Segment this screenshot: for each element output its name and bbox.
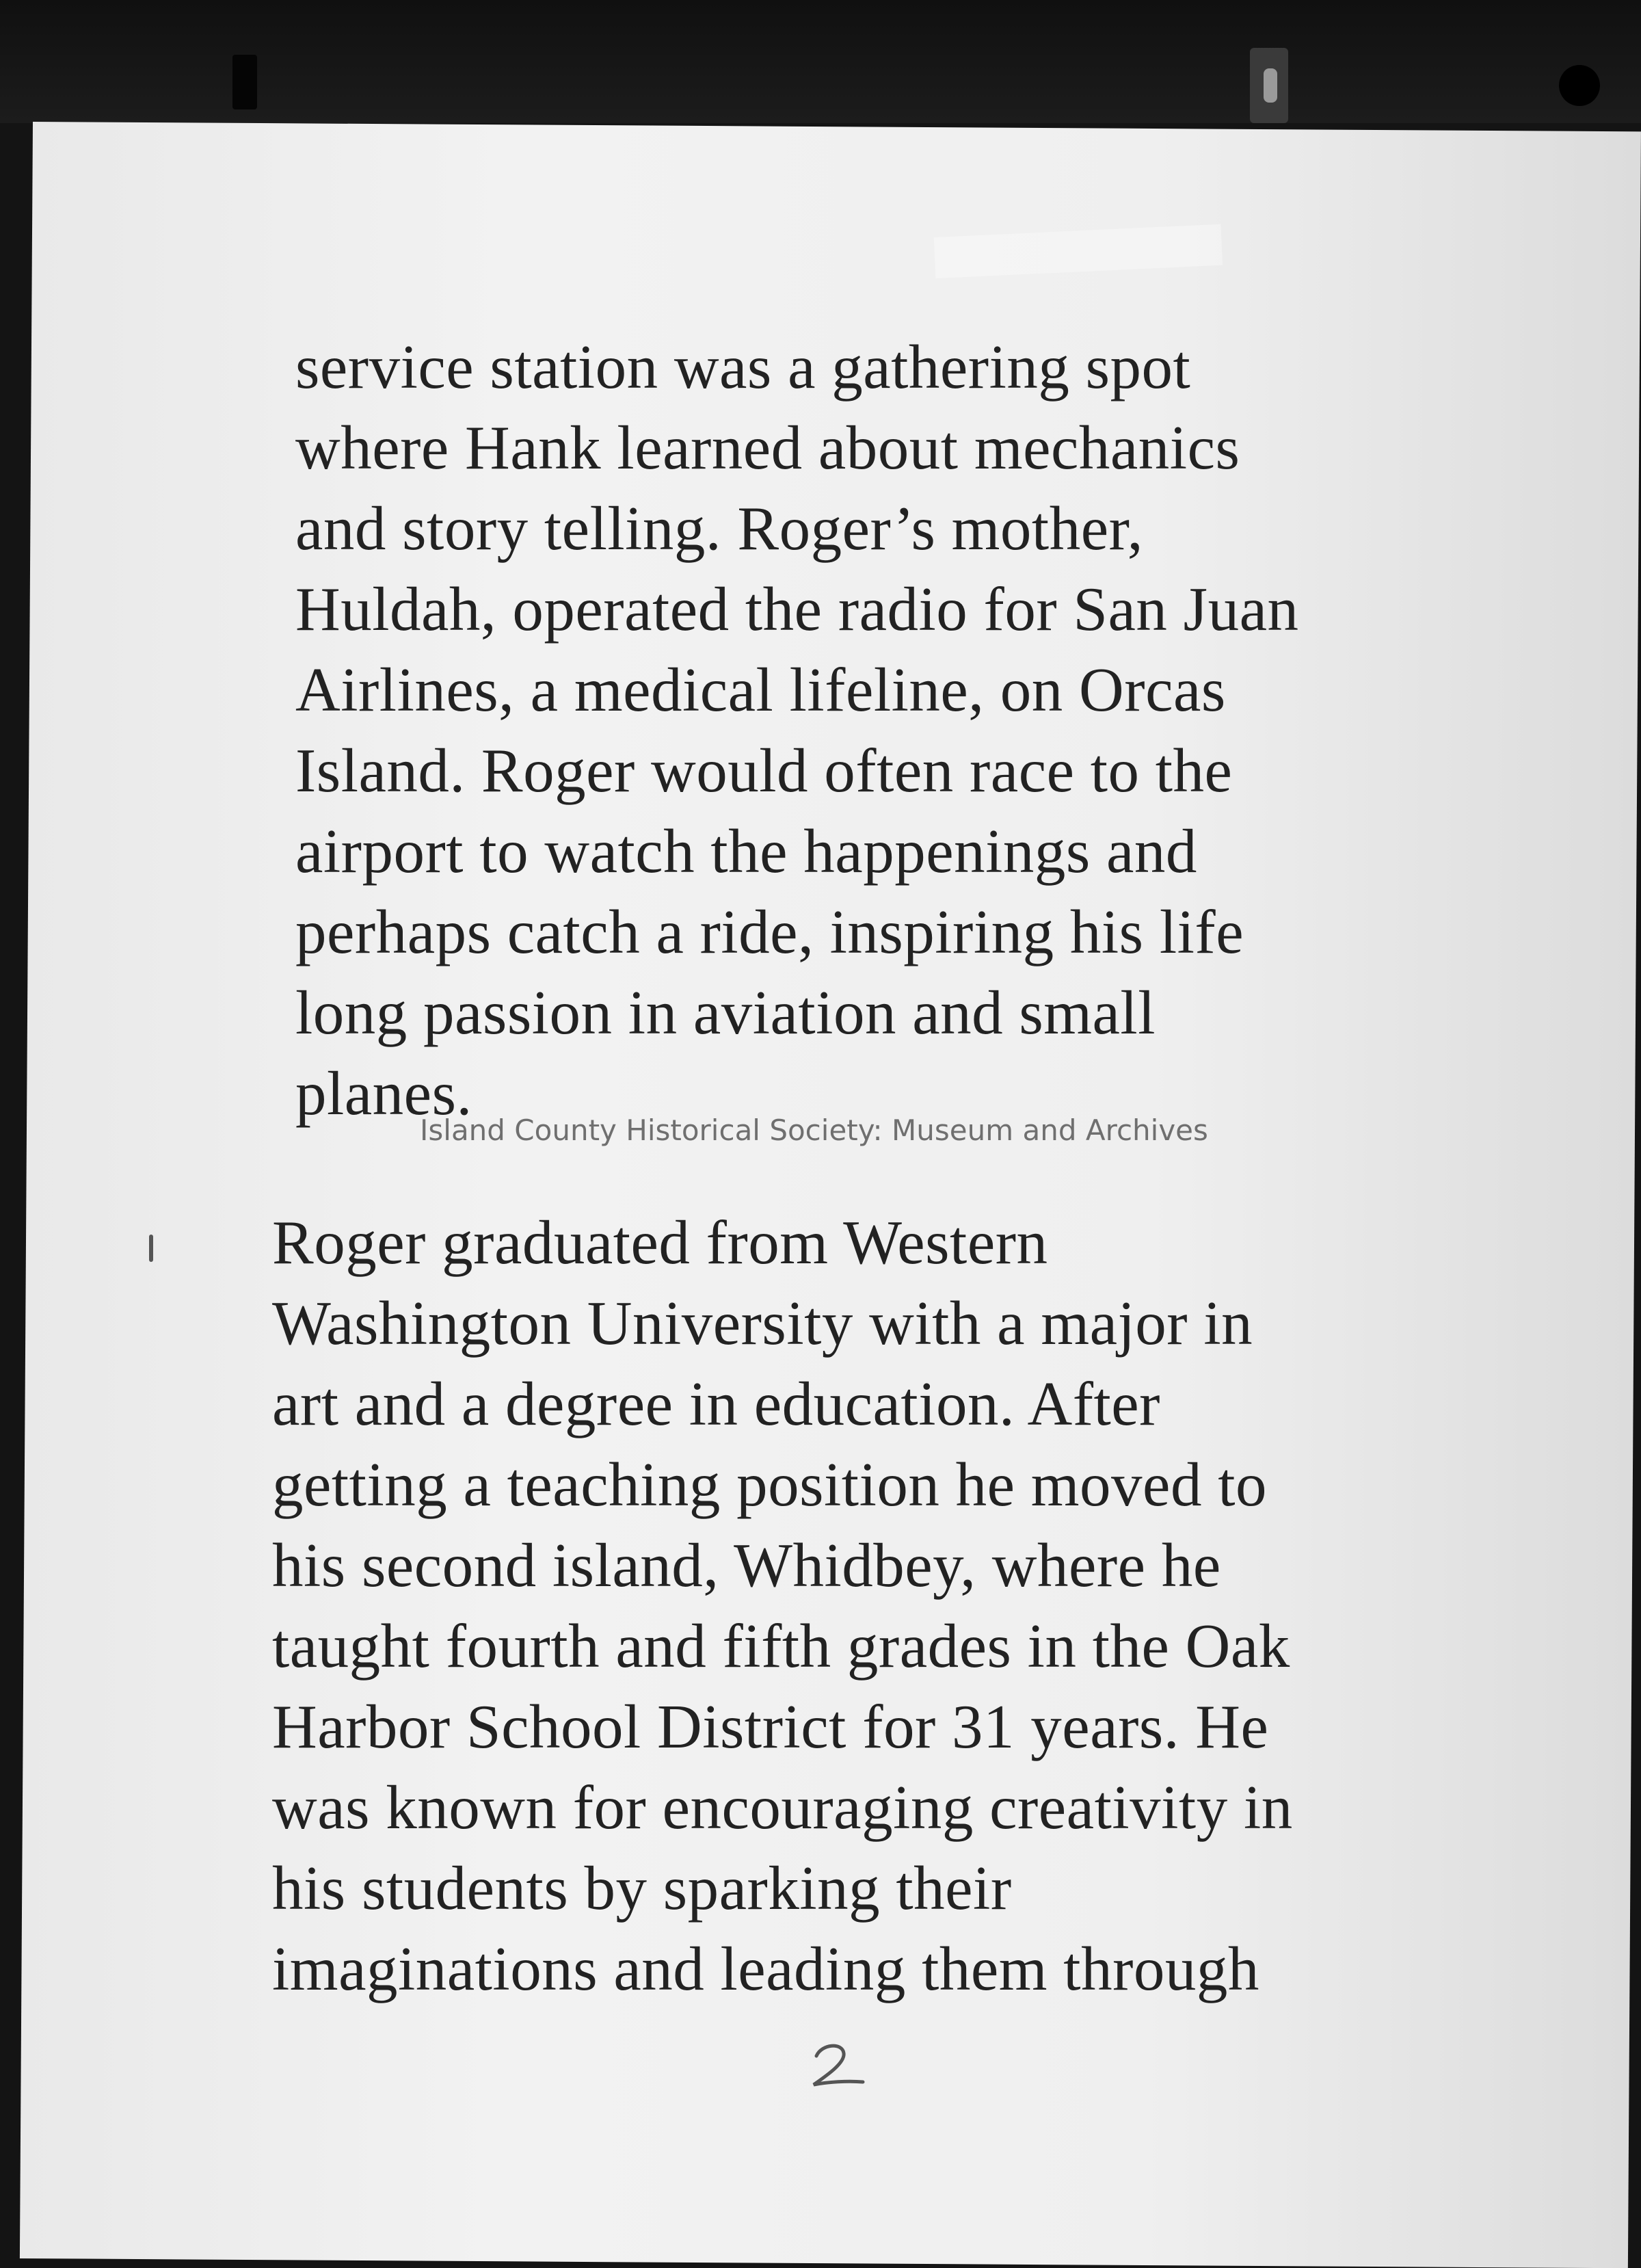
scanner-hole: [1559, 65, 1600, 106]
text-line: Huldah, operated the radio for San Juan: [295, 575, 1299, 644]
text-line: was known for encouraging creativity in: [272, 1773, 1293, 1842]
text-line: taught fourth and fifth grades in the Oak: [272, 1611, 1290, 1680]
text-line: long passion in aviation and small: [295, 978, 1156, 1047]
scanner-clip-left: [232, 55, 257, 109]
text-line: where Hank learned about mechanics: [295, 413, 1240, 482]
text-line: perhaps catch a ride, inspiring his life: [295, 897, 1244, 966]
paragraph-1: [295, 327, 1298, 1134]
text-line: imaginations and leading them through: [272, 1934, 1259, 2003]
pencil-mark: [149, 1235, 153, 1262]
text-line: Airlines, a medical lifeline, on Orcas: [295, 655, 1226, 724]
text-line: service station was a gathering spot: [295, 332, 1191, 401]
text-line: his second island, Whidbey, where he: [272, 1531, 1221, 1600]
text-line: Washington University with a major in: [272, 1289, 1253, 1358]
handwritten-page-number: [807, 2037, 868, 2098]
text-line: getting a teaching position he moved to: [272, 1450, 1267, 1519]
text-line: airport to watch the happenings and: [295, 817, 1197, 886]
text-line: planes.: [295, 1059, 472, 1128]
text-line: Harbor School District for 31 years. He: [272, 1692, 1269, 1761]
text-line: Roger graduated from Western: [272, 1208, 1048, 1277]
paragraph-2: [272, 1202, 1293, 2009]
text-line: his students by sparking their: [272, 1854, 1012, 1923]
text-line: art and a degree in education. After: [272, 1369, 1160, 1438]
text-line: and story telling. Roger’s mother,: [295, 494, 1143, 563]
tape-strip: [934, 224, 1223, 278]
scanner-clip-knob: [1264, 68, 1277, 103]
text-line: Island. Roger would often race to the: [295, 736, 1233, 805]
watermark-text: Island County Historical Society: Museum and Archives: [420, 1113, 1208, 1147]
